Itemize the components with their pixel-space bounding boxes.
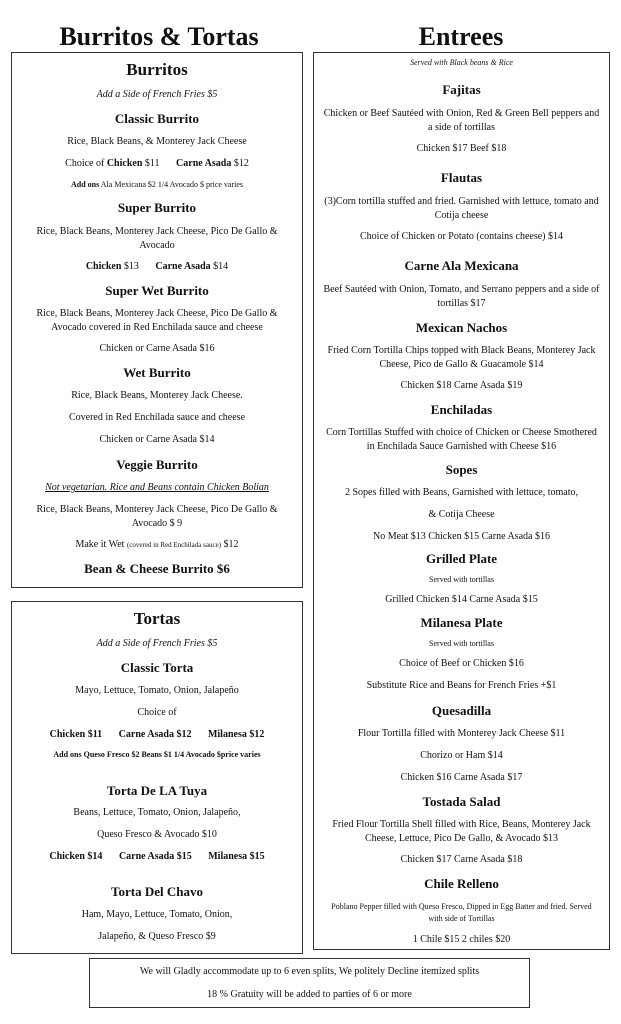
wet-burrito-price: Chicken or Carne Asada $14: [99, 434, 215, 445]
classic-burrito-prices: Choice of Chicken $11 Carne Asada $12: [65, 158, 249, 169]
torta-la-tuya-prices: Chicken $14 Carne Asada $15 Milanesa $15: [49, 851, 265, 862]
entrees-heading: Entrees: [418, 22, 504, 51]
super-burrito-desc: Rice, Black Beans, Monterey Jack Cheese, Pico De Gallo & Avocado: [36, 226, 278, 251]
fajitas-name: Fajitas: [442, 82, 481, 97]
carne-ala-mexicana-desc: Beef Sautéed with Onion, Tomato, and Serrano peppers and a side of tortillas $17: [323, 284, 600, 309]
classic-torta-addons: Add ons Queso Fresco $2 Beans $1 1/4 Avocado $price varies: [53, 750, 261, 759]
torta-del-chavo-desc2: Jalapeño, & Queso Fresco $9: [98, 931, 216, 942]
classic-burrito-addons: Add ons Ala Mexicana $2 1/4 Avocado $ price varies: [70, 180, 244, 189]
sopes-desc2: & Cotija Cheese: [428, 509, 495, 520]
super-burrito-prices: Chicken $13 Carne Asada $14: [85, 261, 229, 272]
milanesa-plate-served: Served with tortillas: [429, 639, 494, 648]
quesadilla-prices: Chicken $16 Carne Asada $17: [400, 772, 523, 783]
mexican-nachos-desc: Fried Corn Tortilla Chips topped with Black Beans, Monterey Jack Cheese, Pico de Gallo & Guacamole $14: [327, 345, 596, 370]
quesadilla-desc: Flour Tortilla filled with Monterey Jack Cheese $11: [357, 728, 566, 739]
grilled-plate-prices: Grilled Chicken $14 Carne Asada $15: [385, 594, 538, 605]
chile-relleno-name: Chile Relleno: [424, 876, 499, 891]
milanesa-plate-choice: Choice of Beef or Chicken $16: [399, 658, 524, 669]
mexican-nachos-name: Mexican Nachos: [415, 320, 508, 335]
burritos-tortas-heading: Burritos & Tortas: [59, 22, 259, 51]
tostada-salad-desc: Fried Flour Tortilla Shell filled with Rice, Beans, Monterey Jack Cheese, Lettuce, Pico De Gallo, & Avocado $13: [332, 819, 591, 844]
milanesa-plate-name: Milanesa Plate: [420, 615, 503, 630]
tortas-fries-note: Add a Side of French Fries $5: [96, 638, 218, 649]
quesadilla-extra: Chorizo or Ham $14: [420, 750, 503, 761]
fajitas-prices: Chicken $17 Beef $18: [416, 143, 507, 154]
classic-burrito-name: Classic Burrito: [114, 111, 200, 126]
chile-relleno-desc: Poblano Pepper filled with Queso Fresco, Dipped in Egg Batter and fried. Served with side of Tortillas: [331, 902, 592, 923]
sopes-name: Sopes: [445, 462, 478, 477]
tortas-section: [11, 601, 303, 954]
flautas-choice: Choice of Chicken or Potato (contains cheese) $14: [360, 231, 563, 242]
classic-torta-choice: Choice of: [137, 707, 177, 718]
quesadilla-name: Quesadilla: [431, 703, 492, 718]
grilled-plate-served: Served with tortillas: [429, 575, 494, 584]
split-gratuity-notice: [89, 958, 530, 1008]
split-policy-text: We will Gladly accommodate up to 6 even splits, We politely Decline itemized splits: [139, 966, 480, 977]
super-wet-burrito-name: Super Wet Burrito: [105, 283, 209, 298]
milanesa-plate-sub: Substitute Rice and Beans for French Fries +$1: [366, 680, 557, 691]
classic-torta-name: Classic Torta: [120, 660, 194, 675]
veggie-burrito-warning: Not vegetarian. Rice and Beans contain Chicken Bolian: [45, 482, 269, 493]
veggie-burrito-name: Veggie Burrito: [116, 457, 198, 472]
mexican-nachos-prices: Chicken $18 Carne Asada $19: [400, 380, 523, 391]
enchiladas-name: Enchiladas: [430, 402, 493, 417]
grilled-plate-name: Grilled Plate: [425, 551, 498, 566]
gratuity-policy-text: 18 % Gratuity will be added to parties of 6 or more: [207, 989, 412, 1000]
burritos-title: Burritos: [126, 60, 188, 79]
flautas-desc: (3)Corn tortilla stuffed and fried. Garnished with lettuce, tomato and Cotija cheese: [324, 196, 599, 221]
entrees-served-note: Served with Black beans & Rice: [410, 58, 513, 67]
burritos-fries-note: Add a Side of French Fries $5: [96, 89, 218, 100]
torta-del-chavo-name: Torta Del Chavo: [111, 884, 203, 899]
chile-relleno-prices: 1 Chile $15 2 chiles $20: [412, 934, 511, 945]
torta-la-tuya-desc2: Queso Fresco & Avocado $10: [97, 829, 217, 840]
bean-cheese-burrito: Bean & Cheese Burrito $6: [84, 561, 230, 576]
super-wet-burrito-desc: Rice, Black Beans, Monterey Jack Cheese, Pico De Gallo & Avocado covered in Red Enchilada sauce and cheese: [36, 308, 278, 333]
tortas-title: Tortas: [133, 609, 181, 628]
classic-burrito-desc: Rice, Black Beans, & Monterey Jack Cheese: [67, 136, 247, 147]
wet-burrito-name: Wet Burrito: [123, 365, 191, 380]
wet-burrito-desc1: Rice, Black Beans, Monterey Jack Cheese.: [71, 390, 243, 401]
super-wet-burrito-price: Chicken or Carne Asada $16: [99, 343, 215, 354]
burritos-section: [11, 52, 303, 588]
tostada-salad-name: Tostada Salad: [422, 794, 501, 809]
flautas-name: Flautas: [440, 170, 483, 185]
enchiladas-desc: Corn Tortillas Stuffed with choice of Chicken or Cheese Smothered in Enchilada Sauce Garnished with Cheese $16: [326, 427, 597, 452]
fajitas-desc: Chicken or Beef Sautéed with Onion, Red & Green Bell peppers and a side of tortillas: [323, 108, 600, 133]
carne-ala-mexicana-name: Carne Ala Mexicana: [404, 258, 519, 273]
veggie-wet-option: Make it Wet (covered in Red Enchilada sauce) $12: [75, 539, 239, 550]
sopes-prices: No Meat $13 Chicken $15 Carne Asada $16: [373, 531, 550, 542]
torta-del-chavo-desc1: Ham, Mayo, Lettuce, Tomato, Onion,: [81, 909, 233, 920]
veggie-burrito-desc: Rice, Black Beans, Monterey Jack Cheese, Pico De Gallo & Avocado $ 9: [36, 504, 278, 529]
super-burrito-name: Super Burrito: [117, 200, 197, 215]
classic-torta-desc: Mayo, Lettuce, Tomato, Onion, Jalapeño: [75, 685, 239, 696]
entrees-section: [313, 52, 610, 950]
sopes-desc1: 2 Sopes filled with Beans, Garnished with lettuce, tomato,: [344, 487, 578, 498]
torta-la-tuya-desc1: Beans, Lettuce, Tomato, Onion, Jalapeño,: [73, 807, 241, 818]
tostada-salad-prices: Chicken $17 Carne Asada $18: [400, 854, 523, 865]
torta-la-tuya-name: Torta De LA Tuya: [106, 783, 208, 798]
classic-torta-prices: Chicken $11 Carne Asada $12 Milanesa $12: [49, 729, 265, 740]
wet-burrito-desc2: Covered in Red Enchilada sauce and cheese: [68, 412, 246, 423]
